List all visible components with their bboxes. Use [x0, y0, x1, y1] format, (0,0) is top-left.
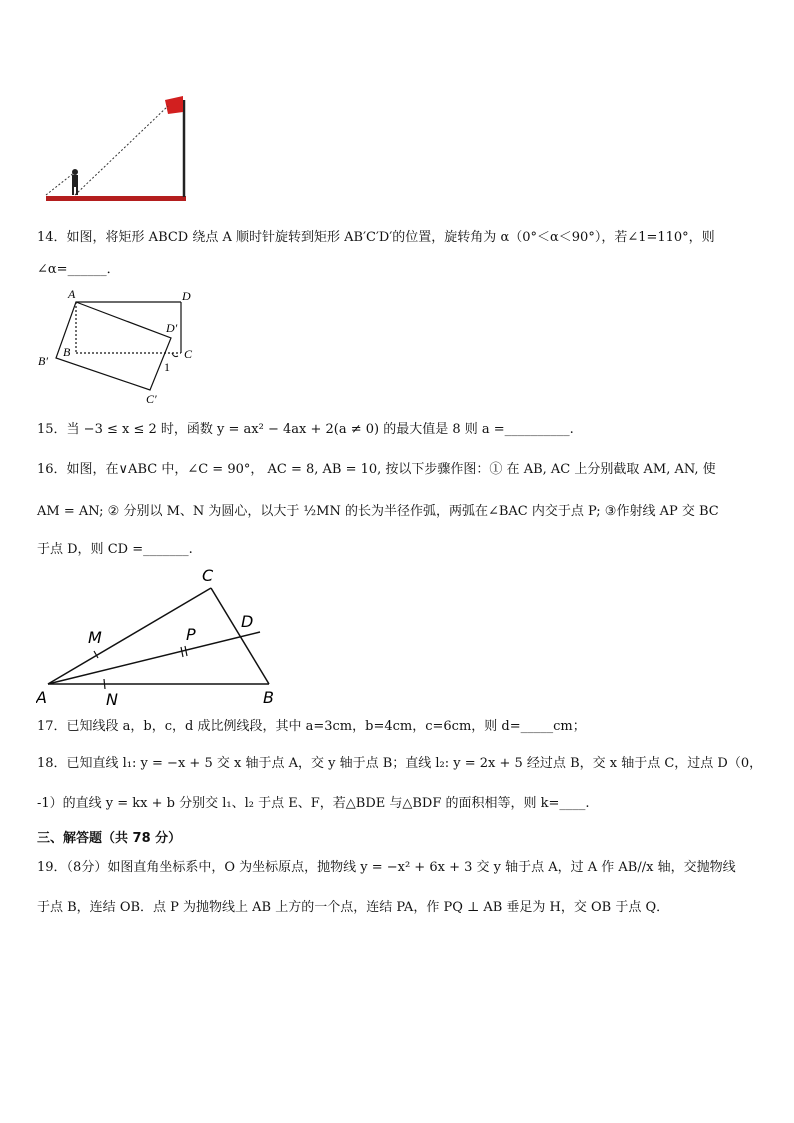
arc-mark-P	[181, 646, 187, 657]
segment-CB	[211, 588, 269, 684]
q14-line1: 14．如图，将矩形 ABCD 绕点 A 顺时针旋转到矩形 AB′C′D′的位置，旋转角为 α（0°＜α＜90°），若∠1=110°，则	[37, 230, 715, 245]
label-D: D	[182, 289, 191, 303]
q18-line1: 18．已知直线 l₁: y = −x + 5 交 x 轴于点 A，交 y 轴于点 B；直线 l₂: y = 2x + 5 经过点 B，交 x 轴于点 C，过点 D（0，	[37, 756, 763, 771]
label-N: N	[106, 690, 118, 709]
label-P: P	[186, 625, 196, 644]
label-A: A	[36, 688, 47, 707]
label-Cprime: C′	[146, 392, 157, 406]
label-A: A	[68, 287, 76, 301]
q18-line2: -1）的直线 y = kx + b 分别交 l₁、l₂ 于点 E、F，若△BDE 与△BDF 的面积相等，则 k=____.	[37, 796, 590, 811]
label-D: D	[241, 612, 254, 631]
label-C: C	[184, 347, 193, 361]
arc-mark-N	[104, 679, 105, 689]
q16-triangle-figure	[36, 565, 286, 710]
ray-AP	[48, 632, 260, 684]
label-angle-1: 1	[164, 360, 170, 374]
rotated-rectangle	[56, 302, 171, 390]
section-3-title: 三、解答题（共 78 分）	[37, 831, 182, 846]
q16-line3: 于点 D，则 CD =_______.	[37, 542, 193, 557]
label-C: C	[202, 566, 214, 585]
label-M: M	[88, 628, 102, 647]
q19-line2: 于点 B，连结 OB．点 P 为抛物线上 AB 上方的一个点，连结 PA，作 PQ ⊥ AB 垂足为 H，交 OB 于点 Q．	[37, 900, 670, 915]
q14-line2: ∠α=______．	[37, 262, 120, 277]
q14-rectangle-figure	[36, 286, 206, 406]
person-figure	[72, 169, 78, 195]
q15-line1: 15．当 −3 ≤ x ≤ 2 时，函数 y = ax² − 4ax + 2(a ≠ 0) 的最大值是 8 则 a =__________.	[37, 422, 574, 437]
label-B: B	[63, 345, 71, 359]
label-Dprime: D′	[166, 321, 178, 335]
ground-dashed	[46, 172, 75, 195]
flag	[165, 96, 183, 114]
q17-line1: 17．已知线段 a，b，c，d 成比例线段，其中 a=3cm，b=4cm，c=6cm，则 d=_____cm；	[37, 719, 586, 734]
q19-line1: 19．（8分）如图直角坐标系中，O 为坐标原点，抛物线 y = −x² + 6x + 3 交 y 轴于点 A，过 A 作 AB//x 轴，交抛物线	[37, 860, 736, 875]
label-B: B	[263, 688, 274, 707]
label-Bprime: B′	[38, 354, 48, 368]
flagpole-figure	[40, 92, 190, 210]
ground-strip	[46, 196, 186, 201]
q16-line1: 16．如图，在∨ABC 中，∠C = 90°， AC = 8, AB = 10, 按以下步骤作图：① 在 AB, AC 上分别截取 AM, AN, 使	[37, 462, 716, 477]
sight-line	[75, 106, 168, 195]
q16-line2: AM = AN; ② 分别以 M、N 为圆心，以大于 ½MN 的长为半径作弧，两弧在∠BAC 内交于点 P; ③作射线 AP 交 BC	[37, 504, 719, 519]
